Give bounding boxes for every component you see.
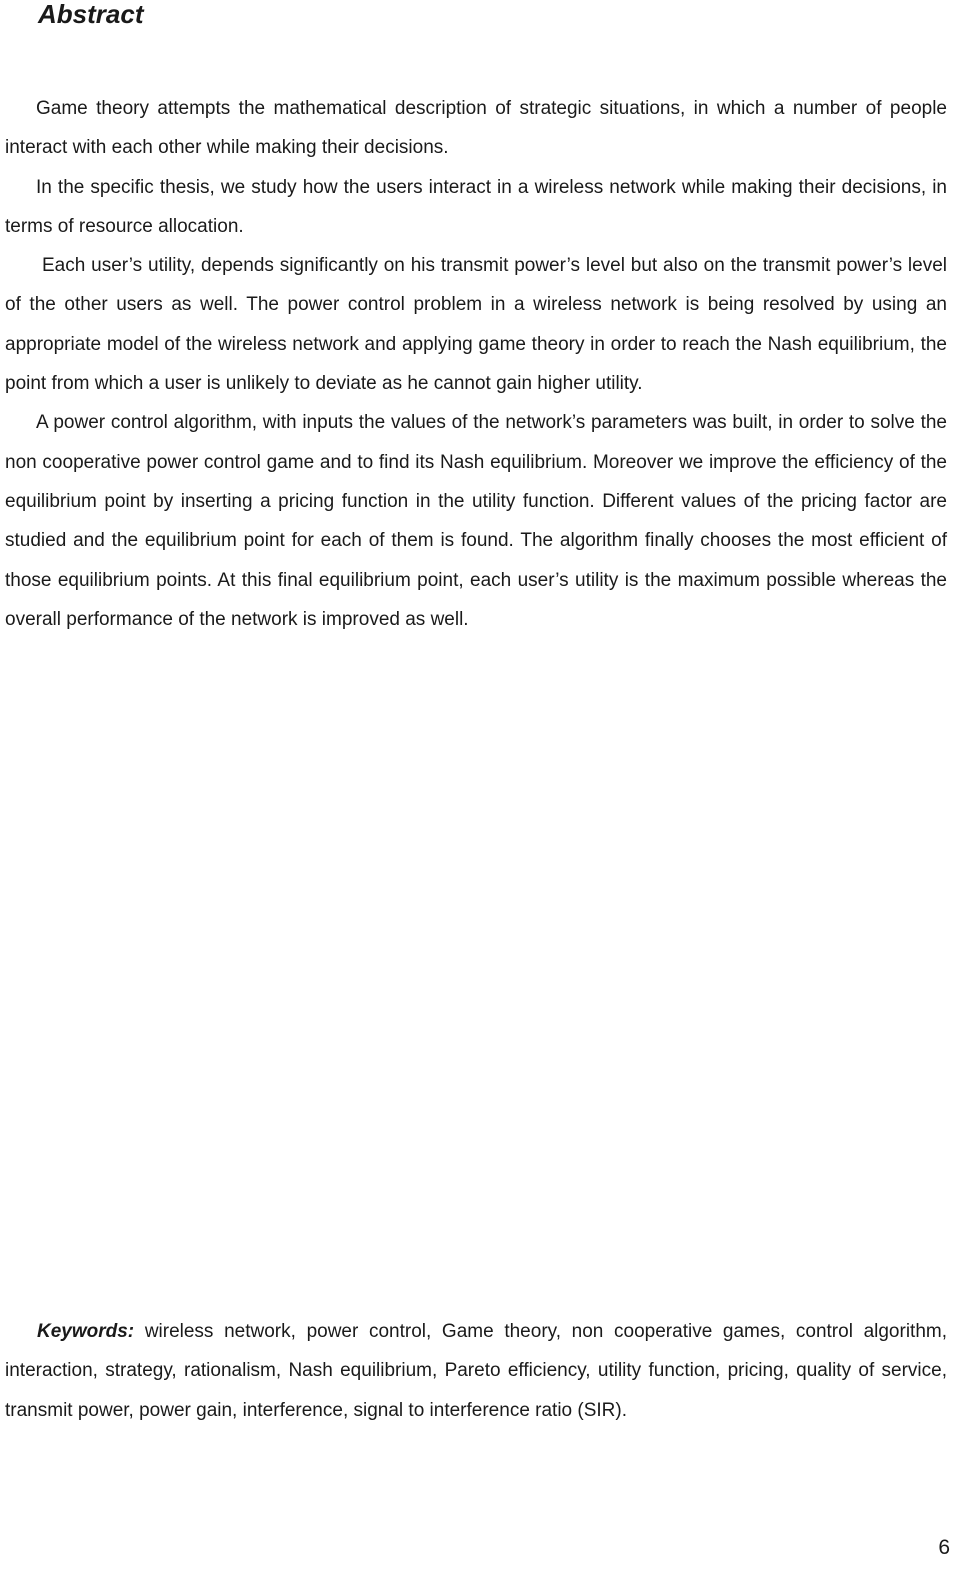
abstract-body bbox=[5, 89, 947, 639]
abstract-paragraph-1: Game theory attempts the mathematical description of strategic situations, in which a number of people interact with each other while making their decisions. bbox=[5, 98, 947, 159]
abstract-paragraph-3: Each user’s utility, depends significantly on his transmit power’s level but also on the transmit power’s level of the other users as well. The power control problem in a wireless network is being resolved by using an appropriate model of the wireless network and applying game theory in order to reach the Nash equilibrium, the point from which a user is unlikely to deviate as he cannot gain higher utility. bbox=[5, 255, 947, 395]
page-number: 6 bbox=[938, 1536, 950, 1559]
abstract-paragraph-4: A power control algorithm, with inputs the values of the network’s parameters was built, in order to solve the non cooperative power control game and to find its Nash equilibrium. Moreover we improve the efficiency of the equilibrium point by inserting a pricing function in the utility function. Different values of the pricing factor are studied and the equilibrium point for each of them is found. The algorithm finally chooses the most efficient of those equilibrium points. At this final equilibrium point, each user’s utility is the maximum possible whereas the overall performance of the network is improved as well. bbox=[5, 412, 947, 630]
keywords-text: wireless network, power control, Game theory, non cooperative games, control algorithm, interaction, strategy, rationalism, Nash equilibrium, Pareto efficiency, utility function, pricing, quality of service, transmit power, power gain, interference, signal to interference ratio (SIR). bbox=[5, 1321, 947, 1421]
abstract-heading: Abstract bbox=[38, 0, 144, 29]
document-page bbox=[5, 0, 950, 1581]
abstract-paragraph-2: In the specific thesis, we study how the users interact in a wireless network while making their decisions, in terms of resource allocation. bbox=[5, 176, 947, 237]
keywords-section bbox=[5, 1312, 947, 1430]
keywords-label: Keywords: bbox=[37, 1321, 135, 1342]
